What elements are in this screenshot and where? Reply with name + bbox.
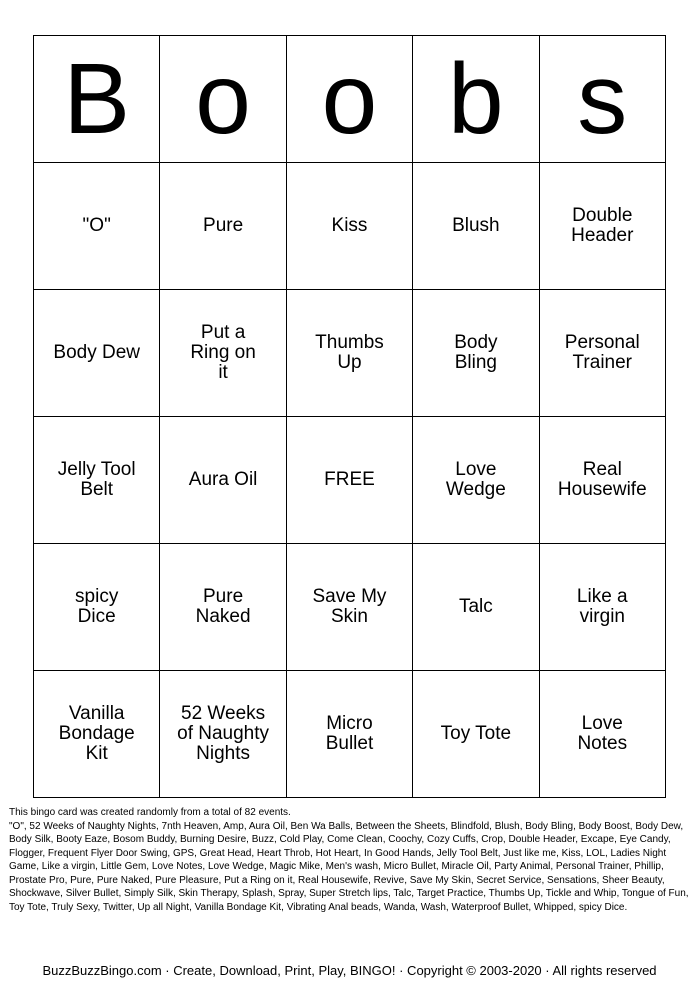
bingo-cell bbox=[286, 544, 412, 671]
bingo-cell-label: spicy Dice bbox=[75, 586, 119, 627]
bingo-cell-label: Pure bbox=[203, 215, 244, 236]
header-row bbox=[34, 36, 666, 163]
bingo-cell-label: Love Wedge bbox=[445, 459, 506, 500]
bingo-cell-label: 52 Weeks of Naughty Nights bbox=[177, 703, 270, 764]
bingo-cell-label: Blush bbox=[452, 215, 500, 236]
bingo-cell bbox=[160, 163, 286, 290]
bingo-cell-label: Vanilla Bondage Kit bbox=[58, 703, 135, 764]
bingo-cell bbox=[34, 290, 160, 417]
free-space-label: FREE bbox=[324, 469, 375, 490]
bingo-cell-label: Like a virgin bbox=[576, 586, 628, 627]
bingo-cell-label: Toy Tote bbox=[440, 723, 512, 744]
bingo-cell bbox=[160, 671, 286, 798]
header-letter: B bbox=[34, 36, 160, 163]
events-note bbox=[9, 806, 689, 914]
bingo-cell-label: Talc bbox=[458, 596, 493, 617]
bingo-cell bbox=[413, 671, 539, 798]
bingo-cell-label: Aura Oil bbox=[188, 469, 258, 490]
events-intro: This bingo card was created randomly from a total of 82 events. bbox=[9, 807, 291, 818]
bingo-cell-label: "O" bbox=[82, 215, 111, 236]
header-letter: b bbox=[413, 36, 539, 163]
bingo-cell-label: Kiss bbox=[331, 215, 368, 236]
header-letter: o bbox=[160, 36, 286, 163]
bingo-cell-label: Micro Bullet bbox=[325, 713, 374, 754]
bingo-cell-label: Body Bling bbox=[454, 332, 498, 373]
bingo-cell bbox=[413, 417, 539, 544]
bingo-cell bbox=[160, 544, 286, 671]
grid-row bbox=[34, 290, 666, 417]
bingo-cell-label: Jelly Tool Belt bbox=[57, 459, 136, 500]
events-list: "O", 52 Weeks of Naughty Nights, 7nth Heaven, Amp, Aura Oil, Ben Wa Balls, Between the Sheets, Blindfold, Blush, Body Bling, Body Boost, Body Dew, Body Silk, Booty Eaze, Bosom Buddy, Burning Desire, Buzz, Cold Play, Come Clean, Coochy, Cozy Cuffs, Crop, Double Header, Excape, Eye Candy, Flogger, Frequent Flyer Door Swing, GPS, Great Head, Heart Throb, Hot Heart, In Good Hands, Jelly Tool Belt, Just like me, Kiss, LOL, Ladies Night Game, Like a virgin, Little Gem, Love Notes, Love Wedge, Magic Mike, Men's wash, Micro Bullet, Miracle Oil, Party Animal, Personal Trainer, Phillip, Prostate Pro, Pure, Pure Naked, Pure Pleasure, Put a Ring on it, Real Housewife, Revive, Save My Skin, Secret Service, Sensations, Sheer Beauty, Shockwave, Silver Bullet, Simply Silk, Skin Therapy, Splash, Spray, Super Stretch lips, Talc, Target Practice, Thumbs Up, Tickle and Whip, Tongue of Fun, Toy Tote, Truly Sexy, Twitter, Up all Night, Vanilla Bondage Kit, Vibrating Anal beads, Wanda, Wash, Waterproof Bullet, Whipped, spicy Dice. bbox=[9, 820, 689, 913]
bingo-cell-label: Pure Naked bbox=[195, 586, 251, 627]
bingo-cell bbox=[413, 544, 539, 671]
bingo-cell-label: Real Housewife bbox=[557, 459, 647, 500]
bingo-cell-label: Thumbs Up bbox=[315, 332, 384, 373]
bingo-cell bbox=[413, 163, 539, 290]
bingo-cell bbox=[34, 544, 160, 671]
bingo-cell bbox=[286, 671, 412, 798]
bingo-cell bbox=[539, 544, 665, 671]
grid-row bbox=[34, 163, 666, 290]
bingo-cell-label: Body Dew bbox=[53, 342, 140, 363]
grid-row bbox=[34, 544, 666, 671]
bingo-cell-label: Love Notes bbox=[577, 713, 628, 754]
free-space bbox=[286, 417, 412, 544]
bingo-cell bbox=[34, 671, 160, 798]
bingo-cell bbox=[286, 163, 412, 290]
bingo-cell bbox=[160, 417, 286, 544]
bingo-cell bbox=[539, 671, 665, 798]
bingo-cell-label: Double Header bbox=[571, 205, 634, 246]
header-letter: s bbox=[539, 36, 665, 163]
bingo-cell bbox=[539, 163, 665, 290]
bingo-cell bbox=[539, 417, 665, 544]
bingo-cell-label: Put a Ring on it bbox=[190, 322, 256, 383]
bingo-cell bbox=[286, 290, 412, 417]
copyright-line: BuzzBuzzBingo.com · Create, Download, Print, Play, BINGO! · Copyright © 2003-2020 · All rights reserved bbox=[42, 963, 657, 978]
bingo-cell bbox=[34, 163, 160, 290]
bingo-cell bbox=[413, 290, 539, 417]
bingo-card bbox=[33, 35, 666, 798]
bingo-cell bbox=[160, 290, 286, 417]
grid-row bbox=[34, 671, 666, 798]
bingo-cell bbox=[539, 290, 665, 417]
bingo-cell-label: Save My Skin bbox=[312, 586, 387, 627]
header-letter: o bbox=[286, 36, 412, 163]
bingo-cell-label: Personal Trainer bbox=[564, 332, 640, 373]
grid-row bbox=[34, 417, 666, 544]
bingo-cell bbox=[34, 417, 160, 544]
